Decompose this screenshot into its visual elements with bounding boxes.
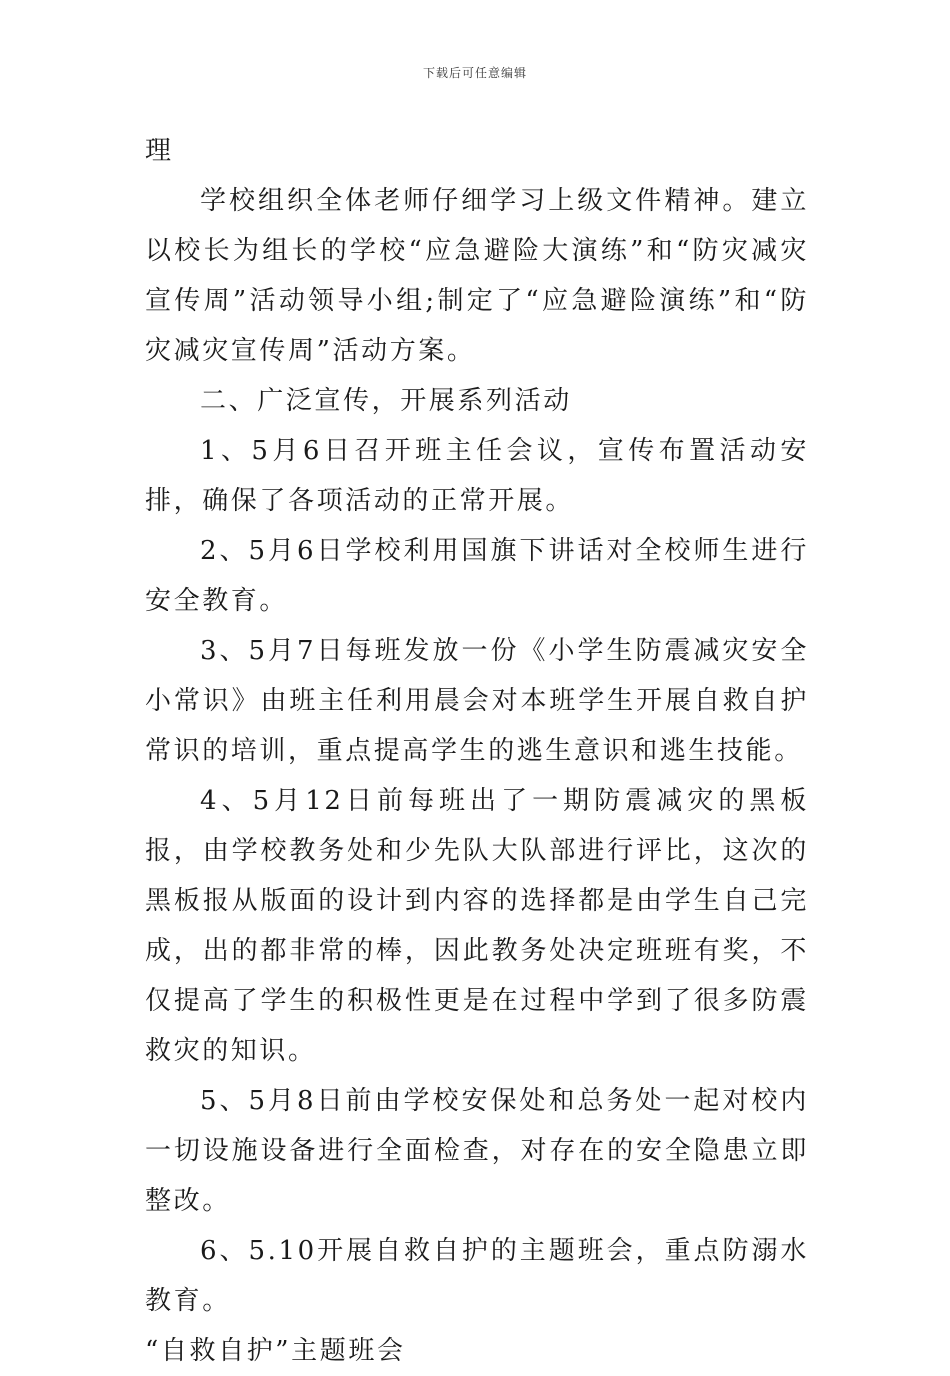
list-item-6: 6、5.10开展自救自护的主题班会，重点防溺水教育。 <box>145 1236 809 1316</box>
paragraph-continuation: 理 <box>145 136 174 166</box>
paragraph-study-documents: 学校组织全体老师仔细学习上级文件精神。建立以校长为组长的学校“应急避险大演练”和“防灾减灾宣传周”活动领导小组;制定了“应急避险演练”和“防灾减灾宣传周”活动方案。 <box>145 186 809 366</box>
list-item-1: 1、5月6日召开班主任会议，宣传布置活动安排，确保了各项活动的正常开展。 <box>145 436 809 516</box>
list-item-3: 3、5月7日每班发放一份《小学生防震减灾安全小常识》由班主任利用晨会对本班学生开展自救自护常识的培训，重点提高学生的逃生意识和逃生技能。 <box>145 636 809 766</box>
list-item-5: 5、5月8日前由学校安保处和总务处一起对校内一切设施设备进行全面检查，对存在的安全隐患立即整改。 <box>145 1086 809 1216</box>
subheading-class-meeting: “自救自护”主题班会 <box>145 1336 406 1366</box>
list-item-4: 4、5月12日前每班出了一期防震减灾的黑板报，由学校教务处和少先队大队部进行评比，这次的黑板报从版面的设计到内容的选择都是由学生自己完成，出的都非常的棒，因此教务处决定班班有奖，不仅提高了学生的积极性更是在过程中学到了很多防震救灾的知识。 <box>145 786 809 1066</box>
list-item-2: 2、5月6日学校利用国旗下讲话对全校师生进行安全教育。 <box>145 536 809 616</box>
section-heading-publicity: 二、广泛宣传，开展系列活动 <box>200 386 572 416</box>
page-header: 下载后可任意编辑 <box>422 66 527 80</box>
document-body <box>145 126 809 1376</box>
